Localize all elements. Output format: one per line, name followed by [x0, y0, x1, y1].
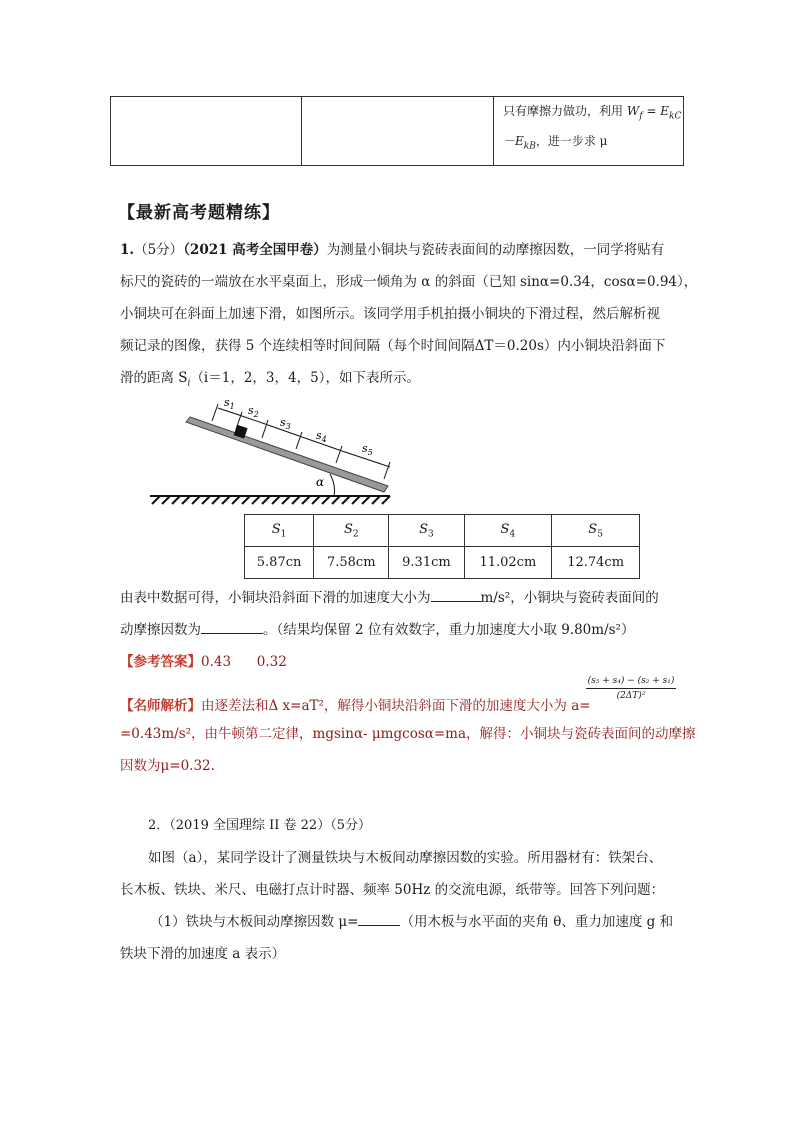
- q1-answer: 【参考答案】0.43 0.32: [120, 654, 287, 670]
- angle-label: α: [316, 475, 325, 489]
- svg-text:s1: $s_1$: [224, 396, 235, 411]
- measure-labels: [224, 396, 373, 457]
- table-header-cell: $S_4$: [464, 515, 552, 547]
- q2-line-2: 长木板、铁块、米尺、电磁打点计时器、频率 50Hz 的交流电源，纸带等。回答下列问题：: [120, 882, 665, 898]
- q1-line-2: 标尺的瓷砖的一端放在水平桌面上，形成一倾角为 α 的斜面（已知 sinα=0.34，cosα=0.94），: [120, 274, 698, 290]
- q1-line-1: 1.（5分）（2021 高考全国甲卷）为测量小铜块与瓷砖表面间的动摩擦因数，一同学将贴有: [120, 242, 665, 258]
- table-header-cell: $S_3$: [389, 515, 464, 547]
- q1-line-4: 频记录的图像，获得 5 个连续相等时间间隔（每个时间间隔ΔT＝0.20s）内小铜块沿斜面下: [120, 338, 666, 354]
- table-value-cell: 12.74cm: [552, 547, 640, 579]
- svg-text:s4: $s_4$: [316, 429, 327, 444]
- table-cell-line-1: 只有摩擦力做功，利用 $W_f = E_{kC}$: [503, 104, 682, 122]
- answer-blank-2[interactable]: [201, 619, 263, 634]
- q2-header: 2．（2019 全国理综 II 卷 22）（5分）: [148, 818, 371, 833]
- q2-line-4: 铁块下滑的加速度 a 表示）: [120, 946, 286, 962]
- q1-line-3: 小铜块可在斜面上加速下滑，如图所示。该同学用手机拍摄小铜块的下滑过程，然后解析视: [120, 306, 660, 322]
- q1-analysis-line-3: 因数为μ=0.32.: [120, 758, 215, 774]
- fraction-denominator: (2ΔT)²: [616, 691, 646, 701]
- table-row: [245, 547, 640, 579]
- fraction-numerator: (s₅ + s₄) − (s₂ + s₁): [586, 676, 676, 689]
- table-value-cell: 7.58cm: [314, 547, 389, 579]
- table-cell-line-2: $-E_{kB}$，进一步求 μ: [503, 134, 608, 152]
- q2-line-1: 如图（a），某同学设计了测量铁块与木板间动摩擦因数的实验。所用器材有：铁架台、: [148, 850, 663, 866]
- table-header-cell: $S_1$: [245, 515, 314, 547]
- table-header-cell: $S_5$: [552, 515, 640, 547]
- q1-line-7: 动摩擦因数为 。（结果均保留 2 位有效数字，重力加速度大小取 9.80m/s²）: [120, 618, 634, 638]
- angle-arc: [330, 474, 335, 496]
- ground-hatch: [152, 496, 390, 504]
- acceleration-fraction: [586, 676, 676, 701]
- previous-table-fragment: [110, 96, 684, 166]
- table-value-cell: 9.31cm: [389, 547, 464, 579]
- table-divider: [301, 97, 302, 165]
- answer-blank-1[interactable]: [431, 587, 481, 602]
- answer-blank-3[interactable]: [358, 911, 400, 926]
- q1-analysis-line-2: =0.43m/s²，由牛顿第二定律，mgsinα- μmgcosα=ma，解得：小铜块与瓷砖表面间的动摩擦: [120, 726, 696, 742]
- svg-text:s5: $s_5$: [362, 442, 373, 457]
- table-value-cell: 5.87cn: [245, 547, 314, 579]
- q1-line-5: 滑的距离 $S_i(i=1$，2，3，4，5），如下表所示。: [120, 370, 420, 389]
- distance-table: [244, 514, 640, 579]
- svg-text:s3: $s_3$: [280, 416, 291, 431]
- incline-figure: [140, 390, 400, 510]
- q2-line-3: （1）铁块与木板间动摩擦因数 μ= （用木板与水平面的夹角 θ、重力加速度 g 和: [150, 910, 673, 930]
- svg-text:s2: $s_2$: [248, 404, 259, 419]
- section-heading: 【最新高考题精练】: [118, 203, 280, 223]
- table-header-cell: $S_2$: [314, 515, 389, 547]
- q1-analysis-line-1: 【名师解析】由逐差法和Δ x=aT²，解得小铜块沿斜面下滑的加速度大小为 a=: [120, 698, 591, 714]
- table-divider: [493, 97, 494, 165]
- table-value-cell: 11.02cm: [464, 547, 552, 579]
- table-row: [245, 515, 640, 547]
- q1-line-6: 由表中数据可得，小铜块沿斜面下滑的加速度大小为 m/s²，小铜块与瓷砖表面间的: [120, 586, 659, 606]
